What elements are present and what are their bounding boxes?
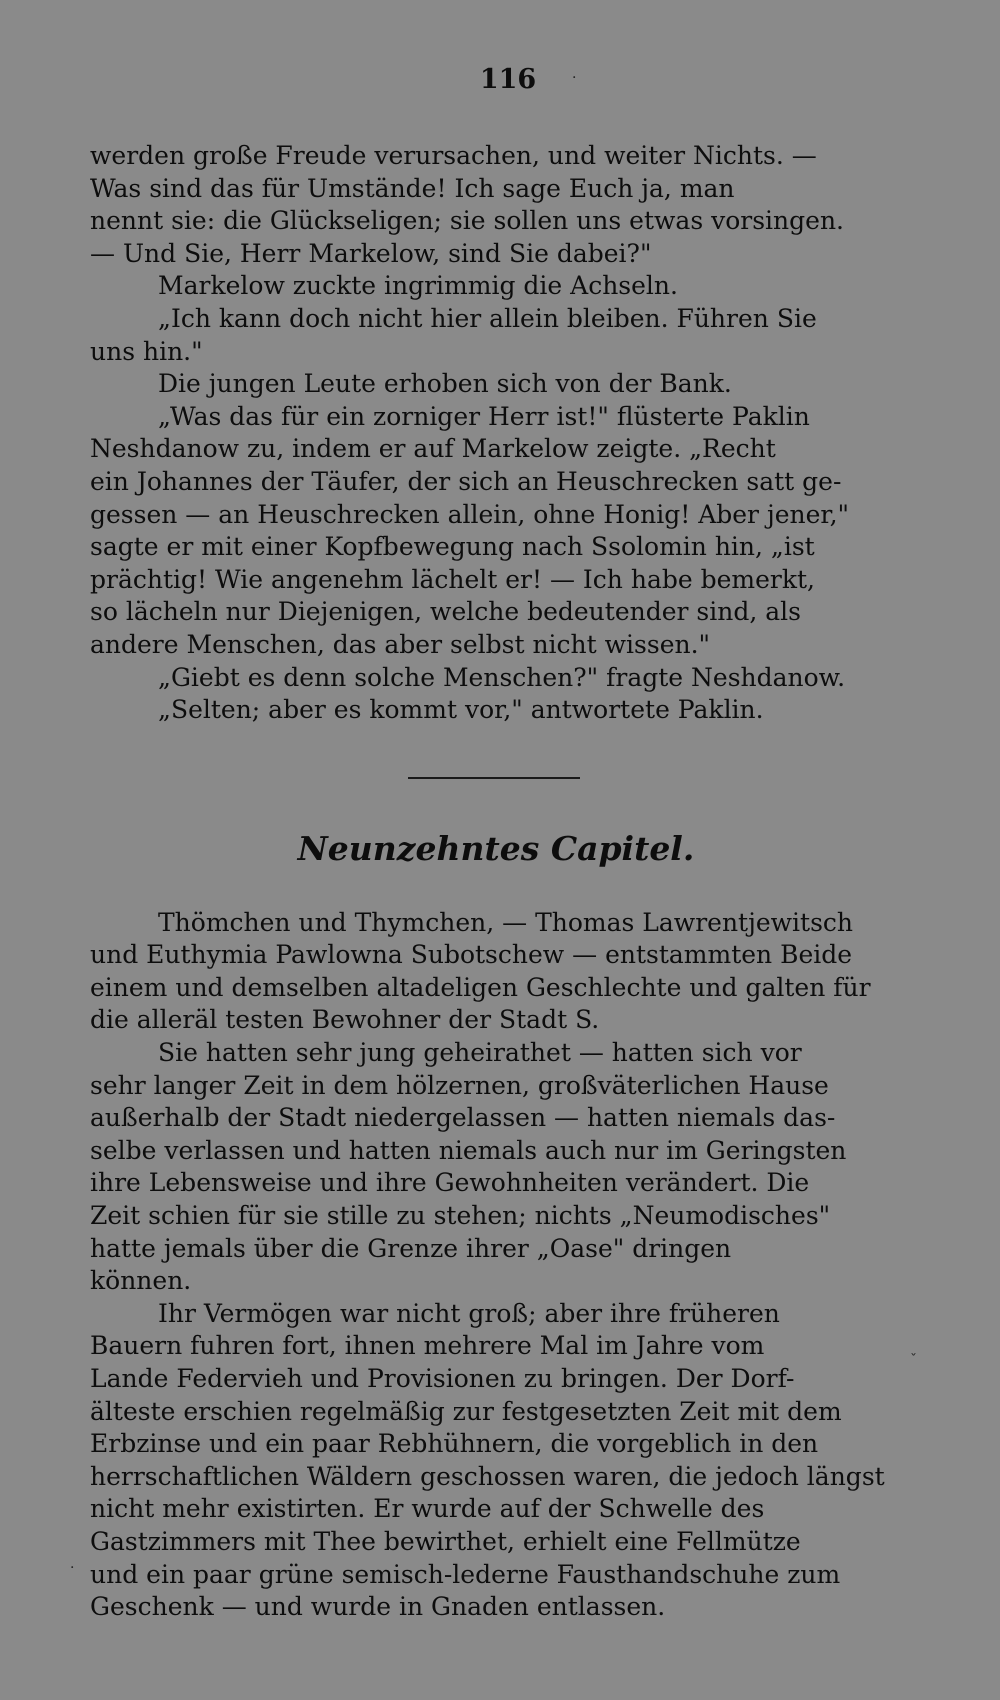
text-line: „Selten; aber es kommt vor," antwortete Paklin. — [158, 695, 764, 725]
text-line: älteste erschien regelmäßig zur festgesetzten Zeit mit dem — [90, 1396, 842, 1426]
text-line: — Und Sie, Herr Markelow, sind Sie dabei?" — [90, 238, 652, 268]
text-line: Sie hatten sehr jung geheirathet — hatten sich vor — [158, 1038, 802, 1068]
text-line: sehr langer Zeit in dem hölzernen, großväterlichen Hause — [90, 1070, 829, 1100]
text-line: „Giebt es denn solche Menschen?" fragte Neshdanow. — [158, 662, 846, 692]
text-line: Was sind das für Umstände! Ich sage Euch ja, man — [90, 173, 735, 203]
text-block-bottom — [90, 907, 902, 1624]
text-line: Gastzimmers mit Thee bewirthet, erhielt eine Fellmütze — [90, 1526, 801, 1556]
print-speck: · — [572, 70, 577, 86]
print-speck: ˇ — [910, 1352, 917, 1368]
text-line: „Ich kann doch nicht hier allein bleiben. Führen Sie — [158, 303, 817, 333]
text-block-top — [90, 140, 902, 727]
text-line: ihre Lebensweise und ihre Gewohnheiten verändert. Die — [90, 1168, 810, 1198]
text-line: Thömchen und Thymchen, — Thomas Lawrentjewitsch — [158, 907, 854, 937]
text-line: andere Menschen, das aber selbst nicht wissen." — [90, 629, 711, 659]
text-line: gessen — an Heuschrecken allein, ohne Honig! Aber jener," — [90, 499, 850, 529]
text-line: werden große Freude verursachen, und weiter Nichts. — — [90, 141, 817, 170]
text-line: Neshdanow zu, indem er auf Markelow zeigte. „Recht — [90, 434, 776, 464]
text-line: Erbzinse und ein paar Rebhühnern, die vorgeblich in den — [90, 1429, 819, 1459]
page-number: 116 — [479, 64, 537, 95]
print-speck: · — [70, 1560, 75, 1576]
text-line: außerhalb der Stadt niedergelassen — hatten niemals das- — [90, 1103, 836, 1133]
text-line: selbe verlassen und hatten niemals auch nur im Geringsten — [90, 1135, 847, 1165]
text-line: und Euthymia Pawlowna Subotschew — entstammten Beide — [90, 940, 853, 970]
section-divider — [408, 777, 580, 779]
text-line: herrschaftlichen Wäldern geschossen waren, die jedoch längst — [90, 1461, 885, 1491]
text-line: Zeit schien für sie stille zu stehen; nichts „Neumodisches" — [90, 1201, 831, 1231]
text-line: nennt sie: die Glückseligen; sie sollen uns etwas vorsingen. — [90, 206, 845, 236]
text-line: und ein paar grüne semisch-lederne Fausthandschuhe zum — [90, 1559, 841, 1589]
chapter-title: Neunzehntes Capitel. — [297, 828, 695, 868]
text-line: uns hin." — [90, 336, 203, 366]
text-line: einem und demselben altadeligen Geschlechte und galten für — [90, 972, 871, 1002]
text-line: sagte er mit einer Kopfbewegung nach Ssolomin hin, „ist — [90, 532, 815, 562]
text-line: ein Johannes der Täufer, der sich an Heuschrecken satt ge- — [90, 466, 842, 496]
text-line: Die jungen Leute erhoben sich von der Bank. — [158, 369, 732, 399]
text-line: Markelow zuckte ingrimmig die Achseln. — [158, 271, 678, 301]
text-line: „Was das für ein zorniger Herr ist!" flüsterte Paklin — [158, 401, 810, 431]
text-line: hatte jemals über die Grenze ihrer „Oase" dringen — [90, 1233, 732, 1263]
text-line: prächtig! Wie angenehm lächelt er! — Ich habe bemerkt, — [90, 564, 815, 594]
text-line: können. — [90, 1266, 192, 1296]
text-line: nicht mehr existirten. Er wurde auf der Schwelle des — [90, 1494, 765, 1524]
text-line: so lächeln nur Diejenigen, welche bedeutender sind, als — [90, 597, 801, 627]
text-line: Geschenk — und wurde in Gnaden entlassen. — [90, 1592, 666, 1622]
text-line: Ihr Vermögen war nicht groß; aber ihre früheren — [158, 1298, 780, 1328]
text-line: Lande Federvieh und Provisionen zu bringen. Der Dorf- — [90, 1364, 795, 1393]
text-line: Bauern fuhren fort, ihnen mehrere Mal im Jahre vom — [90, 1331, 765, 1361]
text-line: die alleräl testen Bewohner der Stadt S. — [90, 1005, 600, 1035]
